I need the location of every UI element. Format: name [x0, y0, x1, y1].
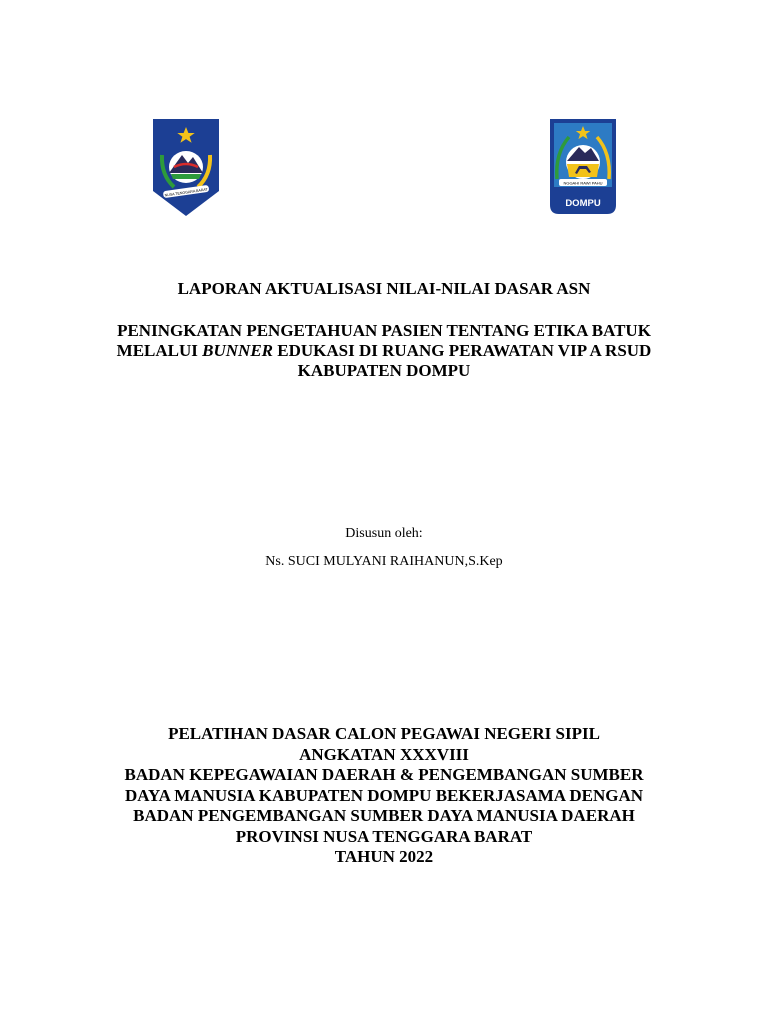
institution-line: PELATIHAN DASAR CALON PEGAWAI NEGERI SIPIL: [168, 724, 600, 743]
subject-line-2-start: MELALUI: [116, 341, 198, 360]
dompu-shield-icon: [549, 117, 617, 217]
dompu-regency-emblem: [549, 117, 617, 217]
author-name: Ns. SUCI MULYANI RAIHANUN,S.Kep: [265, 554, 503, 569]
subject-italic-term: BUNNER: [202, 341, 274, 360]
institution-line: ANGKATAN XXXVIII: [299, 744, 469, 764]
ntb-shield-icon: [152, 117, 220, 217]
institution-line: BADAN KEPEGAWAIAN DAERAH & PENGEMBANGAN SUMBER: [124, 765, 644, 784]
dompu-banner-text: NGGAHI RAWI PAHU: [563, 180, 603, 186]
report-title: [0, 279, 768, 299]
ntb-province-emblem: [152, 117, 220, 217]
subject-line-2-end: EDUKASI DI RUANG PERAWATAN VIP A RSUD: [277, 341, 652, 360]
subject-line-1: PENINGKATAN PENGETAHUAN PASIEN TENTANG ETIKA BATUK: [117, 321, 651, 340]
subject-title: [0, 321, 768, 381]
institution-line: BADAN PENGEMBANGAN SUMBER DAYA MANUSIA DAERAH: [133, 806, 635, 825]
report-title-text: LAPORAN AKTUALISASI NILAI-NILAI DASAR ASN: [177, 279, 591, 298]
author-label: Disusun oleh:: [345, 526, 423, 541]
institution-block: [0, 724, 768, 868]
institution-line: DAYA MANUSIA KABUPATEN DOMPU BEKERJASAMA DENGAN: [124, 785, 644, 805]
year-line: TAHUN 2022: [334, 847, 434, 866]
institution-line: PROVINSI NUSA TENGGARA BARAT: [235, 826, 533, 846]
dompu-emblem-label: DOMPU: [565, 198, 601, 209]
subject-line-2: [0, 341, 768, 361]
ntb-banner-text: NUSA TENGGARA BARAT: [164, 187, 208, 198]
subject-line-3: KABUPATEN DOMPU: [297, 361, 471, 380]
